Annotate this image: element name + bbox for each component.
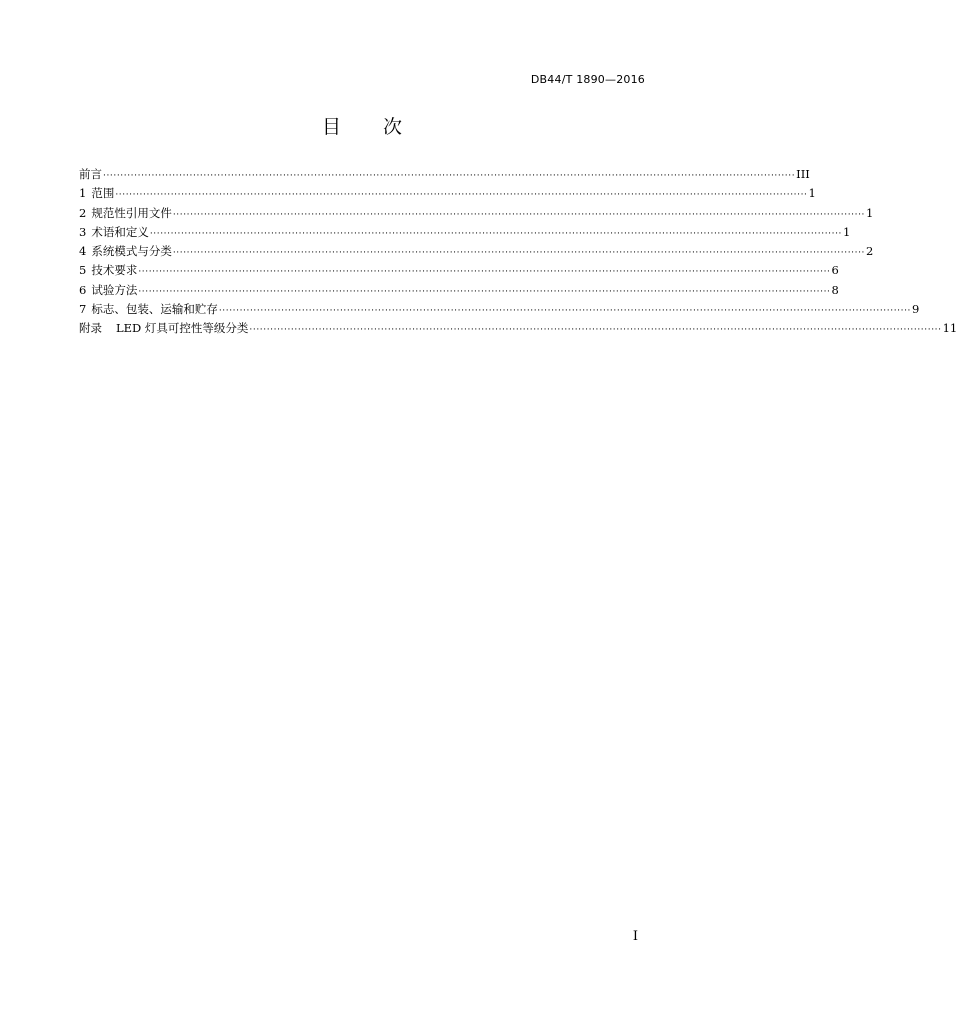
toc-entry-label: 4 系统模式与分类 (79, 244, 172, 259)
toc-entry-page: 1 (808, 186, 816, 201)
toc-entry-technical-requirements[interactable] (79, 261, 839, 280)
toc-entry-page: 2 (866, 244, 874, 259)
toc-leader-dots: ········································································································································································································ (103, 171, 796, 181)
toc-entry-scope[interactable] (79, 184, 816, 203)
toc-entry-foreword[interactable] (79, 165, 810, 184)
toc-leader-dots: ········································································································································································································ (138, 286, 831, 297)
toc-leader-dots: ········································································································································································································ (115, 190, 808, 201)
toc-entry-test-methods[interactable] (79, 281, 839, 300)
toc-entry-page: 6 (831, 263, 839, 278)
toc-entry-page: 1 (866, 205, 874, 220)
toc-entry-label: 6 试验方法 (79, 282, 138, 297)
toc-entry-page: III (796, 167, 810, 181)
toc-entry-label: 5 技术要求 (79, 263, 138, 278)
toc-entry-label: 2 规范性引用文件 (79, 205, 172, 220)
toc-entry-label: 3 术语和定义 (79, 224, 149, 239)
toc-leader-dots: ········································································································································································································ (138, 267, 831, 278)
document-code: DB44/T 1890—2016 (530, 73, 645, 86)
toc-entry-label: 前言 (79, 167, 102, 181)
toc-entry-system-modes[interactable] (79, 242, 874, 261)
toc-entry-page: 11 (942, 321, 957, 336)
page-number: I (632, 929, 638, 944)
toc-entry-normative-references[interactable] (79, 204, 874, 223)
toc-entry-appendix[interactable] (79, 319, 957, 338)
toc-entry-page: 9 (912, 302, 920, 317)
toc-leader-dots: ········································································································································································································ (149, 228, 842, 239)
toc-leader-dots: ········································································································································································································ (249, 325, 942, 336)
toc-leader-dots: ········································································································································································································ (218, 306, 911, 317)
toc-entry-page: 1 (843, 224, 851, 239)
toc-title-right: 次 (383, 116, 403, 138)
toc-leader-dots: ········································································································································································································ (172, 209, 865, 220)
toc-title-left: 目 (321, 116, 341, 138)
toc-entry-label: 附录 LED 灯具可控性等级分类 (79, 321, 249, 336)
toc-entry-marking-packaging[interactable] (79, 300, 920, 319)
toc-leader-dots: ········································································································································································································ (172, 248, 865, 259)
toc-entry-label: 7 标志、包装、运输和贮存 (79, 302, 218, 317)
toc-title (0, 114, 724, 140)
toc-list (79, 165, 957, 339)
toc-entry-page: 8 (831, 282, 839, 297)
toc-entry-terms[interactable] (79, 223, 851, 242)
toc-entry-label: 1 范围 (79, 186, 115, 201)
